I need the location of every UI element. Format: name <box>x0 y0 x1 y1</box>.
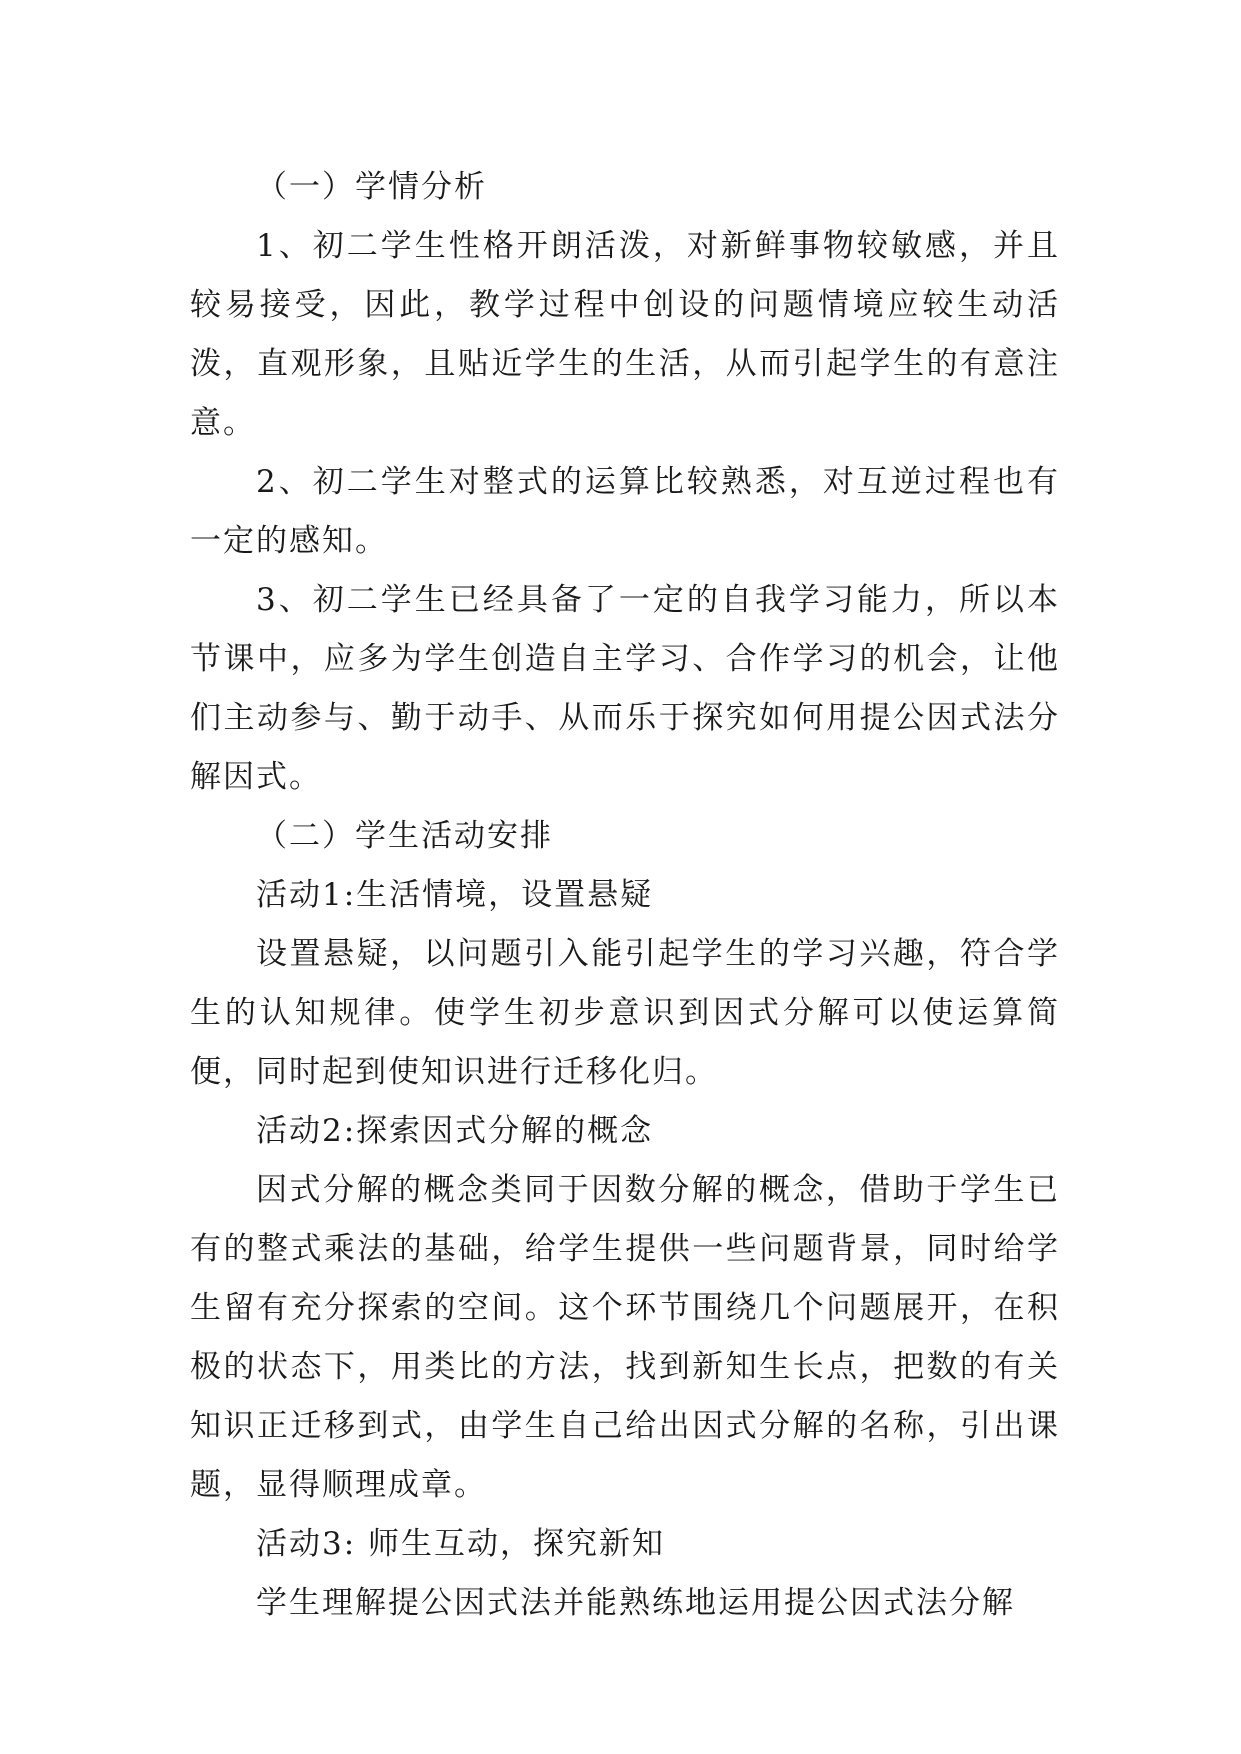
activity-2-body: 因式分解的概念类同于因数分解的概念，借助于学生已有的整式乘法的基础，给学生提供一些问题背景，同时给学生留有充分探索的空间。这个环节围绕几个问题展开，在积极的状态下，用类比的方法，找到新知生长点，把数的有关知识正迁移到式，由学生自己给出因式分解的名称，引出课题，显得顺理成章。 <box>190 1172 1060 1503</box>
activity-2-heading: 活动2:探索因式分解的概念 <box>256 1113 654 1149</box>
section-heading-learning-analysis: （一）学情分析 <box>256 169 487 205</box>
activity-1-body: 设置悬疑，以问题引入能引起学生的学习兴趣，符合学生的认知规律。使学生初步意识到因式分解可以使运算简便，同时起到使知识进行迁移化归。 <box>190 936 1060 1090</box>
activity-3-heading: 活动3: 师生互动，探究新知 <box>256 1526 666 1562</box>
document-body <box>190 158 1060 1633</box>
paragraph-point-2: 2、初二学生对整式的运算比较熟悉，对互逆过程也有一定的感知。 <box>190 464 1060 559</box>
activity-3-body: 学生理解提公因式法并能熟练地运用提公因式法分解 <box>256 1585 1015 1621</box>
activity-1-heading: 活动1:生活情境，设置悬疑 <box>256 877 654 913</box>
section-heading-activities: （二）学生活动安排 <box>256 818 553 854</box>
paragraph-point-1: 1、初二学生性格开朗活泼，对新鲜事物较敏感，并且较易接受，因此，教学过程中创设的问题情境应较生动活泼，直观形象，且贴近学生的生活，从而引起学生的有意注意。 <box>190 228 1060 441</box>
paragraph-point-3: 3、初二学生已经具备了一定的自我学习能力，所以本节课中，应多为学生创造自主学习、合作学习的机会，让他们主动参与、勤于动手、从而乐于探究如何用提公因式法分解因式。 <box>190 582 1060 795</box>
